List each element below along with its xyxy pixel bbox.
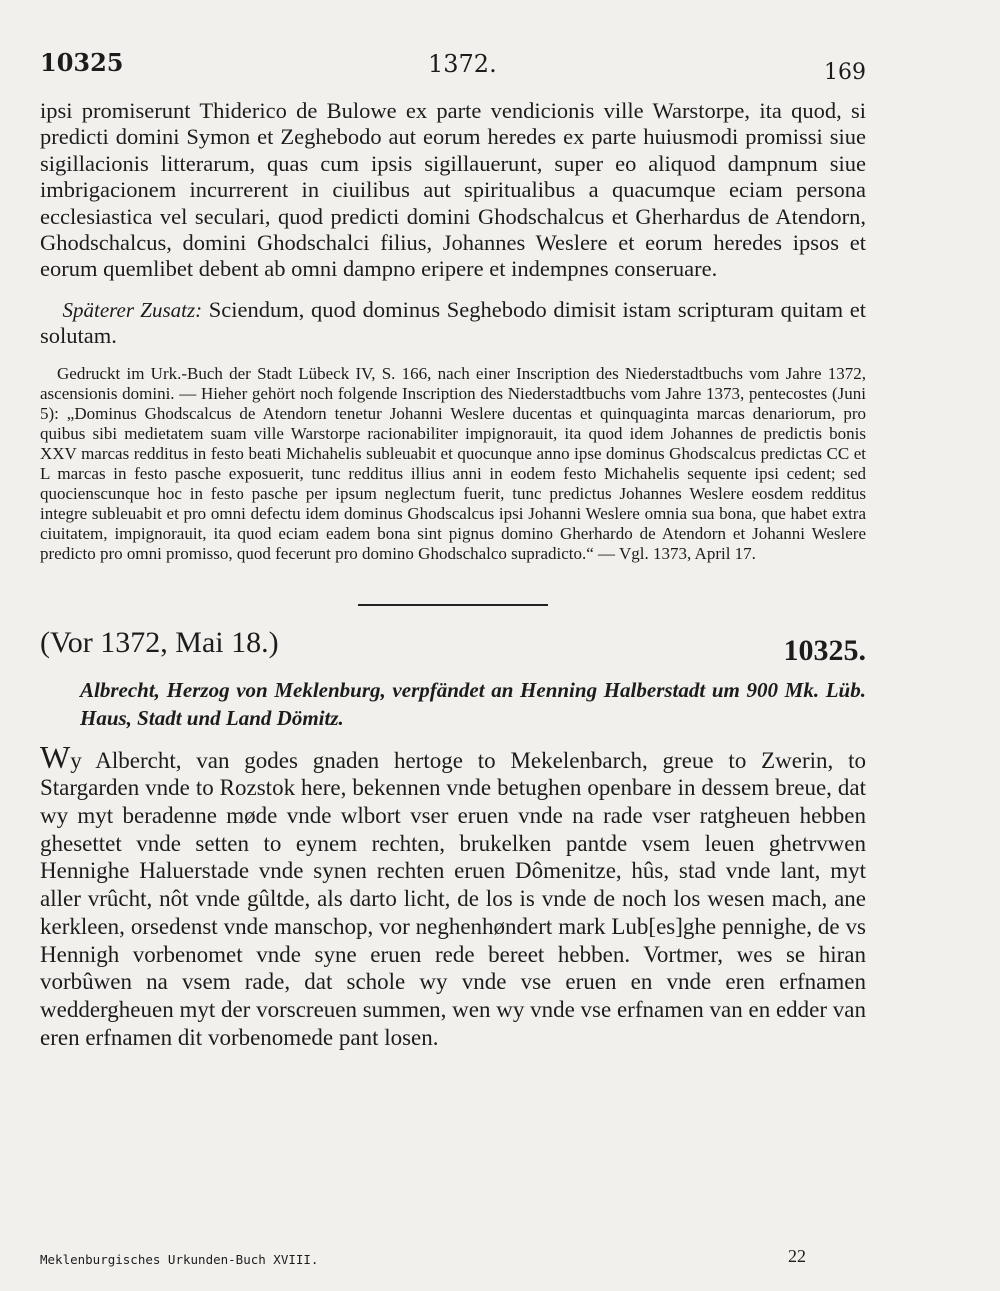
entry-number: 10325. xyxy=(783,633,866,667)
later-addition-label: Späterer Zusatz: xyxy=(62,297,203,322)
charter-initial: W xyxy=(40,738,71,775)
footer-book-title: Meklenburgisches Urkunden-Buch XVIII. xyxy=(40,1252,319,1267)
later-addition xyxy=(40,297,866,350)
header-document-number: 10325 xyxy=(40,48,124,77)
editorial-note xyxy=(40,364,866,564)
page-header xyxy=(40,40,866,98)
editorial-note-text: Gedruckt im Urk.-Buch der Stadt Lübeck IV, S. 166, nach einer Inscription des Niederstadtbuchs vom Jahre 1372, ascensionis domini. — Hieher gehört noch folgende Inscription des Niederstadtbuchs vom Jahre 1373, pentecostes (Juni 5): „Dominus Ghodscalcus de Atendorn tenetur Johanni Weslere ducentas et quinquaginta marcas denariorum, pro quibus sibi medietatem suam ville Warstorpe racionabiliter impignorauit, ita quod idem Johannes de predictis bonis XXV marcas redditus in festo beati Michahelis subleuabit et quocunque anno ipse dominus Ghodscalcus predictas CC et L marcas in festo pasche exposuerit, tunc redditus illius anni in eodem festo Michahelis sequente ipsi cedent; sed quocienscunque hoc in festo pasche per ipsum neglectum fuerit, tunc predictus Johannes Weslere eosdem redditus integre subleuabit et pro omni defectu idem dominus Ghodscalcus ipsi Johanni Weslere omnia sua bona, que habet extra ciuitatem, impignorauit, ita quod eciam eadem bona sint pignus domino Gherhardo de Atendorn et Johanni Weslere predicto pro omni promisso, quod fecerunt pro domino Ghodschalco supradicto.“ — Vgl. 1373, April 17. xyxy=(40,363,866,563)
page-footer xyxy=(40,1246,866,1276)
section-divider xyxy=(358,604,548,606)
later-addition-text: Sciendum, quod dominus Seghebodo dimisit istam scripturam quitam et solutam. xyxy=(40,296,866,349)
document-page xyxy=(40,40,866,1280)
header-page-number: 169 xyxy=(824,60,866,85)
footer-signature: 22 xyxy=(788,1246,806,1266)
main-text xyxy=(40,98,866,350)
header-year: 1372. xyxy=(428,50,497,78)
entry-date: (Vor 1372, Mai 18.) xyxy=(40,625,279,659)
main-paragraph: ipsi promiserunt Thiderico de Bulowe ex parte vendicionis ville Warstorpe, ita quod, si predicti domini Symon et Zeghebodo aut eorum heredes ex parte huiusmodi promissi siue sigillacionis litterarum, quas cum ipsis sigillauerunt, super eo aliquod dampnum siue imbrigacionem incurrerent in ciuilibus aut spiritualibus a quacumque eciam persona ecclesiastica vel seculari, quod predicti domini Ghodschalcus et Gherhardus de Atendorn, Ghodschalcus, domini Ghodschalci filius, Johannes Weslere et eorum heredes ipsos et eorum quemlibet debent ab omni dampno eripere et indempnes conseruare. xyxy=(40,98,866,282)
charter-body: y Albercht, van godes gnaden hertoge to Mekelenbarch, greue to Zwerin, to Stargarden vnde to Rozstok here, bekennen vnde betughen openbare in dessem breue, dat wy myt beradenne møde vnde wlbort vser eruen vnde na rade vser ratgheuen hebben ghesettet vnde setten to eynem rechten, brukelken pantde vsem leuen ghetrvwen Hennighe Haluerstade vnde synen rechten eruen Dômenitze, hûs, stad vnde lant, myt aller vrûcht, nôt vnde gûltde, als darto licht, de los is vnde de noch los wesen mach, ane kerkleen, orsedenst vnde manschop, vor neghenhøndert mark Lub[es]ghe pennighe, de vs Hennigh vorbenomet vnde syne eruen rede bereet hebben. Vortmer, wes se hiran vorbûwen na vsem rade, dat schole wy vnde vse eruen en vnde eren erfnamen weddergheuen myt der vorscreuen summen, wen wy vnde vse erfnamen van en edder van eren erfnamen dit vorbenomede pant losen. xyxy=(40,747,867,1050)
entry-heading xyxy=(40,618,866,676)
entry-regest: Albrecht, Herzog von Meklenburg, verpfändet an Henning Halberstadt um 900 Mk. Lüb. Haus, Stadt und Land Dömitz. xyxy=(80,677,866,730)
charter-text xyxy=(40,738,867,1052)
